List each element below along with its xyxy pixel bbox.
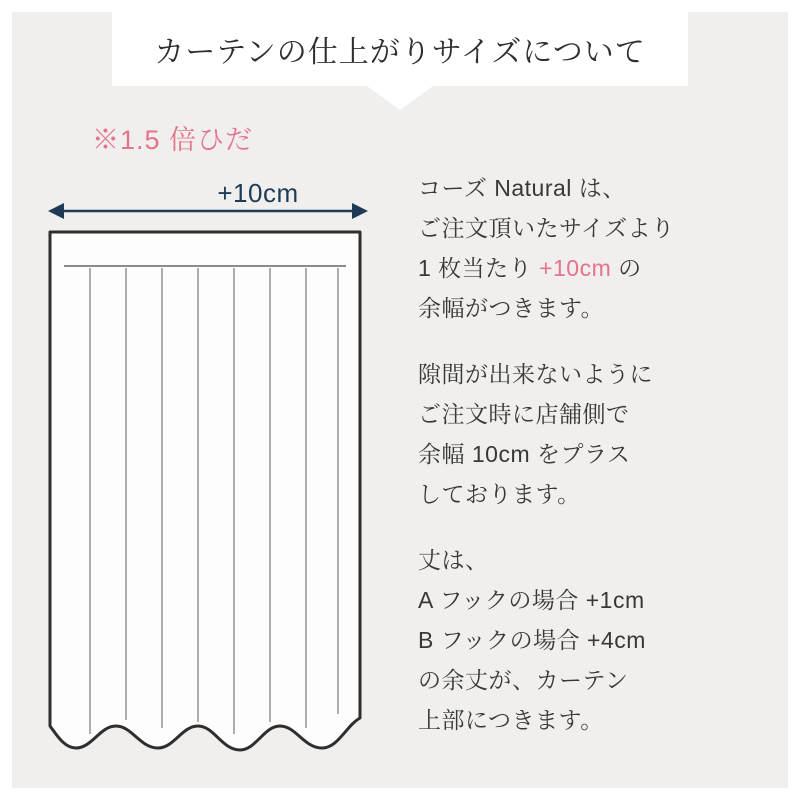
frame-top-border bbox=[0, 0, 800, 12]
frame-left-border bbox=[0, 0, 12, 800]
text-line: ご注文時に店舗側で bbox=[418, 401, 630, 427]
paragraph-length-note bbox=[418, 540, 758, 740]
callout-tail-icon bbox=[367, 86, 433, 110]
title-callout bbox=[112, 12, 688, 86]
text-line: B フックの場合 +4cm bbox=[418, 627, 646, 653]
text-line: 余幅 10cm をプラス bbox=[418, 441, 631, 467]
paragraph-gap-note bbox=[418, 354, 758, 514]
text-line: の余丈が、カーテン bbox=[418, 667, 629, 693]
text-line: 上部につきます。 bbox=[418, 707, 604, 733]
paragraph-size-note bbox=[418, 168, 758, 328]
highlight-measure: +10cm bbox=[539, 255, 612, 281]
curtain-illustration bbox=[46, 228, 376, 783]
text-segment: の bbox=[611, 255, 642, 281]
frame-bottom-border bbox=[0, 788, 800, 800]
text-segment: 1 枚当たり bbox=[418, 255, 540, 281]
pleat-ratio-label: ※1.5 倍ひだ bbox=[92, 125, 254, 155]
text-line: 丈は、 bbox=[418, 547, 489, 573]
frame-right-border bbox=[788, 0, 800, 800]
text-line: 余幅がつきます。 bbox=[418, 295, 605, 321]
text-line-with-highlight bbox=[418, 248, 758, 288]
text-line: ご注文頂いたサイズより bbox=[418, 215, 675, 241]
text-line: コーズ Natural は、 bbox=[418, 175, 626, 201]
text-line: 隙間が出来ないように bbox=[418, 361, 653, 387]
width-arrow-icon bbox=[48, 200, 368, 227]
text-line: しております。 bbox=[418, 481, 581, 507]
text-line: A フックの場合 +1cm bbox=[418, 587, 645, 613]
page-title: カーテンの仕上がりサイズについて bbox=[154, 36, 646, 69]
width-measure-label: +10cm bbox=[217, 178, 299, 208]
body-text-column bbox=[418, 168, 758, 740]
